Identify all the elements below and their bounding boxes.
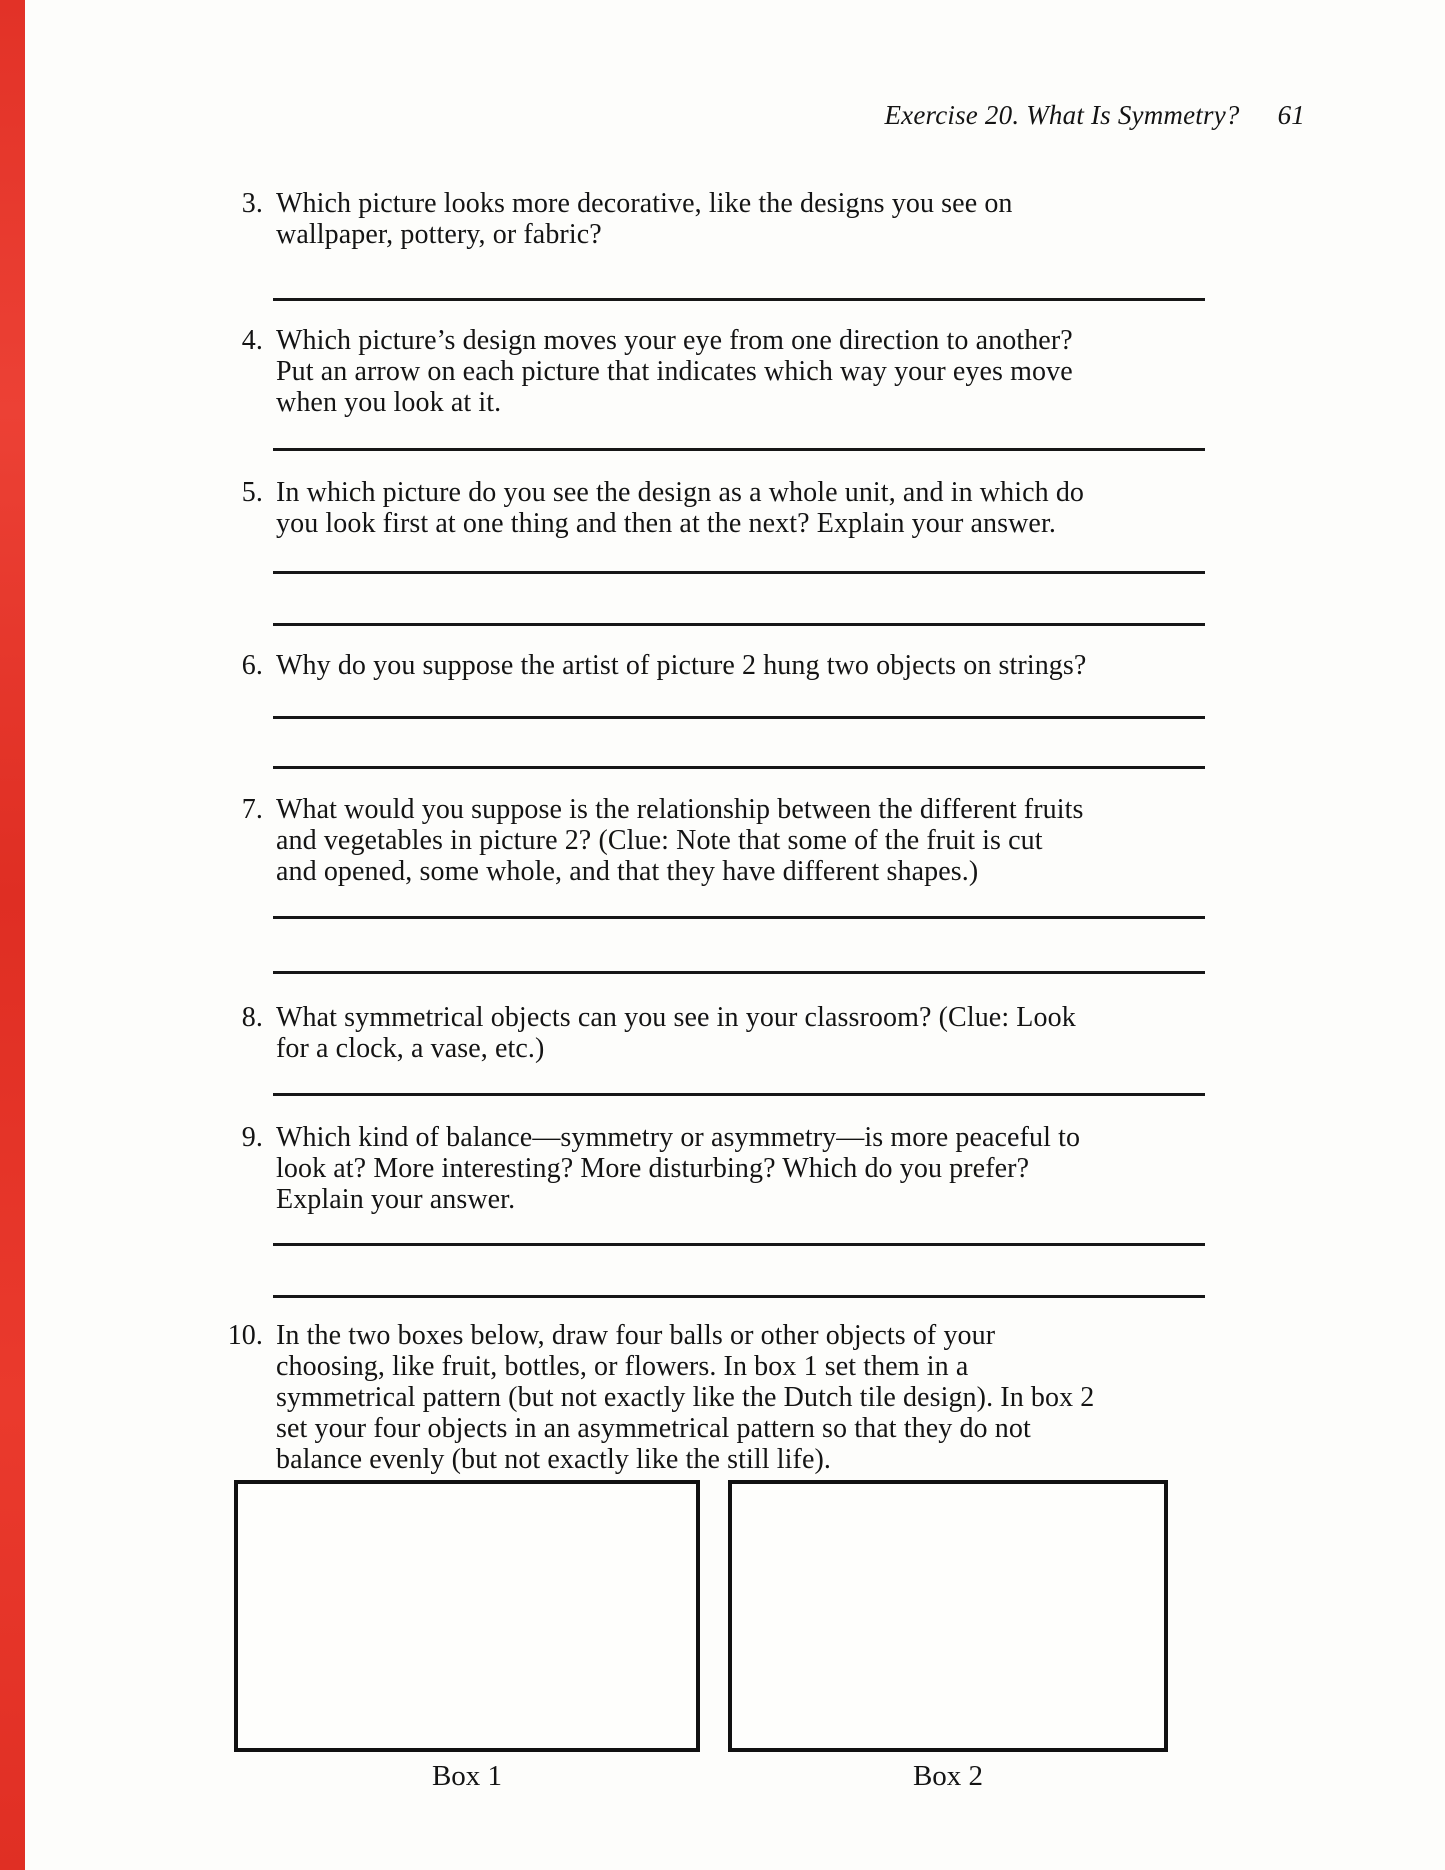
question-7-text — [276, 794, 1084, 887]
question-7-line-3: and opened, some whole, and that they have different shapes.) — [276, 856, 979, 887]
question-4-line-2: Put an arrow on each picture that indicates which way your eyes move — [276, 356, 1073, 387]
question-6-line-1: Why do you suppose the artist of picture 2 hung two objects on strings? — [276, 650, 1087, 681]
question-9-line-2: look at? More interesting? More disturbing? Which do you prefer? — [276, 1153, 1030, 1184]
question-8-number: 8. — [241, 1002, 263, 1033]
question-3 — [205, 188, 1013, 250]
answer-line — [273, 298, 1205, 301]
drawing-box-2-label: Box 2 — [912, 1760, 984, 1792]
question-9-line-3: Explain your answer. — [276, 1184, 516, 1215]
answer-line — [273, 1295, 1205, 1298]
question-4-text — [276, 325, 1073, 418]
drawing-box-1-label: Box 1 — [431, 1760, 503, 1792]
question-7-number: 7. — [241, 794, 263, 825]
question-8-text — [276, 1002, 1076, 1064]
question-3-text — [276, 188, 1013, 250]
question-9-text — [276, 1122, 1080, 1215]
question-8-line-1: What symmetrical objects can you see in your classroom? (Clue: Look — [276, 1002, 1076, 1033]
question-3-number: 3. — [241, 188, 263, 219]
question-5-number: 5. — [241, 477, 263, 508]
question-9-line-1: Which kind of balance—symmetry or asymmetry—is more peaceful to — [276, 1122, 1081, 1153]
question-6-number: 6. — [241, 650, 263, 681]
question-6-text — [276, 650, 1086, 681]
question-10-line-3: symmetrical pattern (but not exactly like the Dutch tile design). In box 2 — [276, 1382, 1095, 1413]
answer-line — [273, 971, 1205, 974]
question-5-line-1: In which picture do you see the design as a whole unit, and in which do — [276, 477, 1085, 508]
question-10-line-4: set your four objects in an asymmetrical pattern so that they do not — [276, 1413, 1031, 1444]
answer-line — [273, 916, 1205, 919]
question-9-number: 9. — [241, 1122, 263, 1153]
question-10-line-2: choosing, like fruit, bottles, or flowers. In box 1 set them in a — [276, 1351, 969, 1382]
question-5-line-2: you look first at one thing and then at the next? Explain your answer. — [276, 508, 1056, 539]
question-5 — [205, 477, 1084, 539]
question-8-line-2: for a clock, a vase, etc.) — [276, 1033, 545, 1064]
question-5-text — [276, 477, 1084, 539]
question-4-line-3: when you look at it. — [276, 387, 502, 418]
question-3-line-2: wallpaper, pottery, or fabric? — [276, 219, 602, 250]
question-3-line-1: Which picture looks more decorative, like the designs you see on — [276, 188, 1013, 219]
question-6 — [205, 650, 1086, 681]
answer-line — [273, 1093, 1205, 1096]
question-10-text — [276, 1320, 1094, 1475]
answer-line — [273, 766, 1205, 769]
answer-line — [273, 1243, 1205, 1246]
chapter-title: Exercise 20. What Is Symmetry? — [884, 100, 1240, 130]
question-7-line-1: What would you suppose is the relationship between the different fruits — [276, 794, 1084, 825]
running-head — [884, 100, 1305, 131]
question-7-line-2: and vegetables in picture 2? (Clue: Note that some of the fruit is cut — [276, 825, 1043, 856]
drawing-box-2 — [728, 1480, 1168, 1752]
page-number: 61 — [1277, 100, 1305, 130]
red-binding-stripe — [0, 0, 25, 1870]
question-10-line-1: In the two boxes below, draw four balls or other objects of your — [276, 1320, 996, 1351]
question-4 — [205, 325, 1073, 418]
answer-line — [273, 716, 1205, 719]
question-4-number: 4. — [241, 325, 263, 356]
question-9 — [205, 1122, 1080, 1215]
question-10-line-5: balance evenly (but not exactly like the still life). — [276, 1444, 831, 1475]
question-7 — [205, 794, 1084, 887]
answer-line — [273, 448, 1205, 451]
question-8 — [205, 1002, 1076, 1064]
answer-line — [273, 623, 1205, 626]
question-10-number: 10. — [227, 1320, 263, 1351]
answer-line — [273, 571, 1205, 574]
question-4-line-1: Which picture’s design moves your eye from one direction to another? — [276, 325, 1073, 356]
question-10 — [205, 1320, 1094, 1475]
drawing-box-1 — [234, 1480, 700, 1752]
